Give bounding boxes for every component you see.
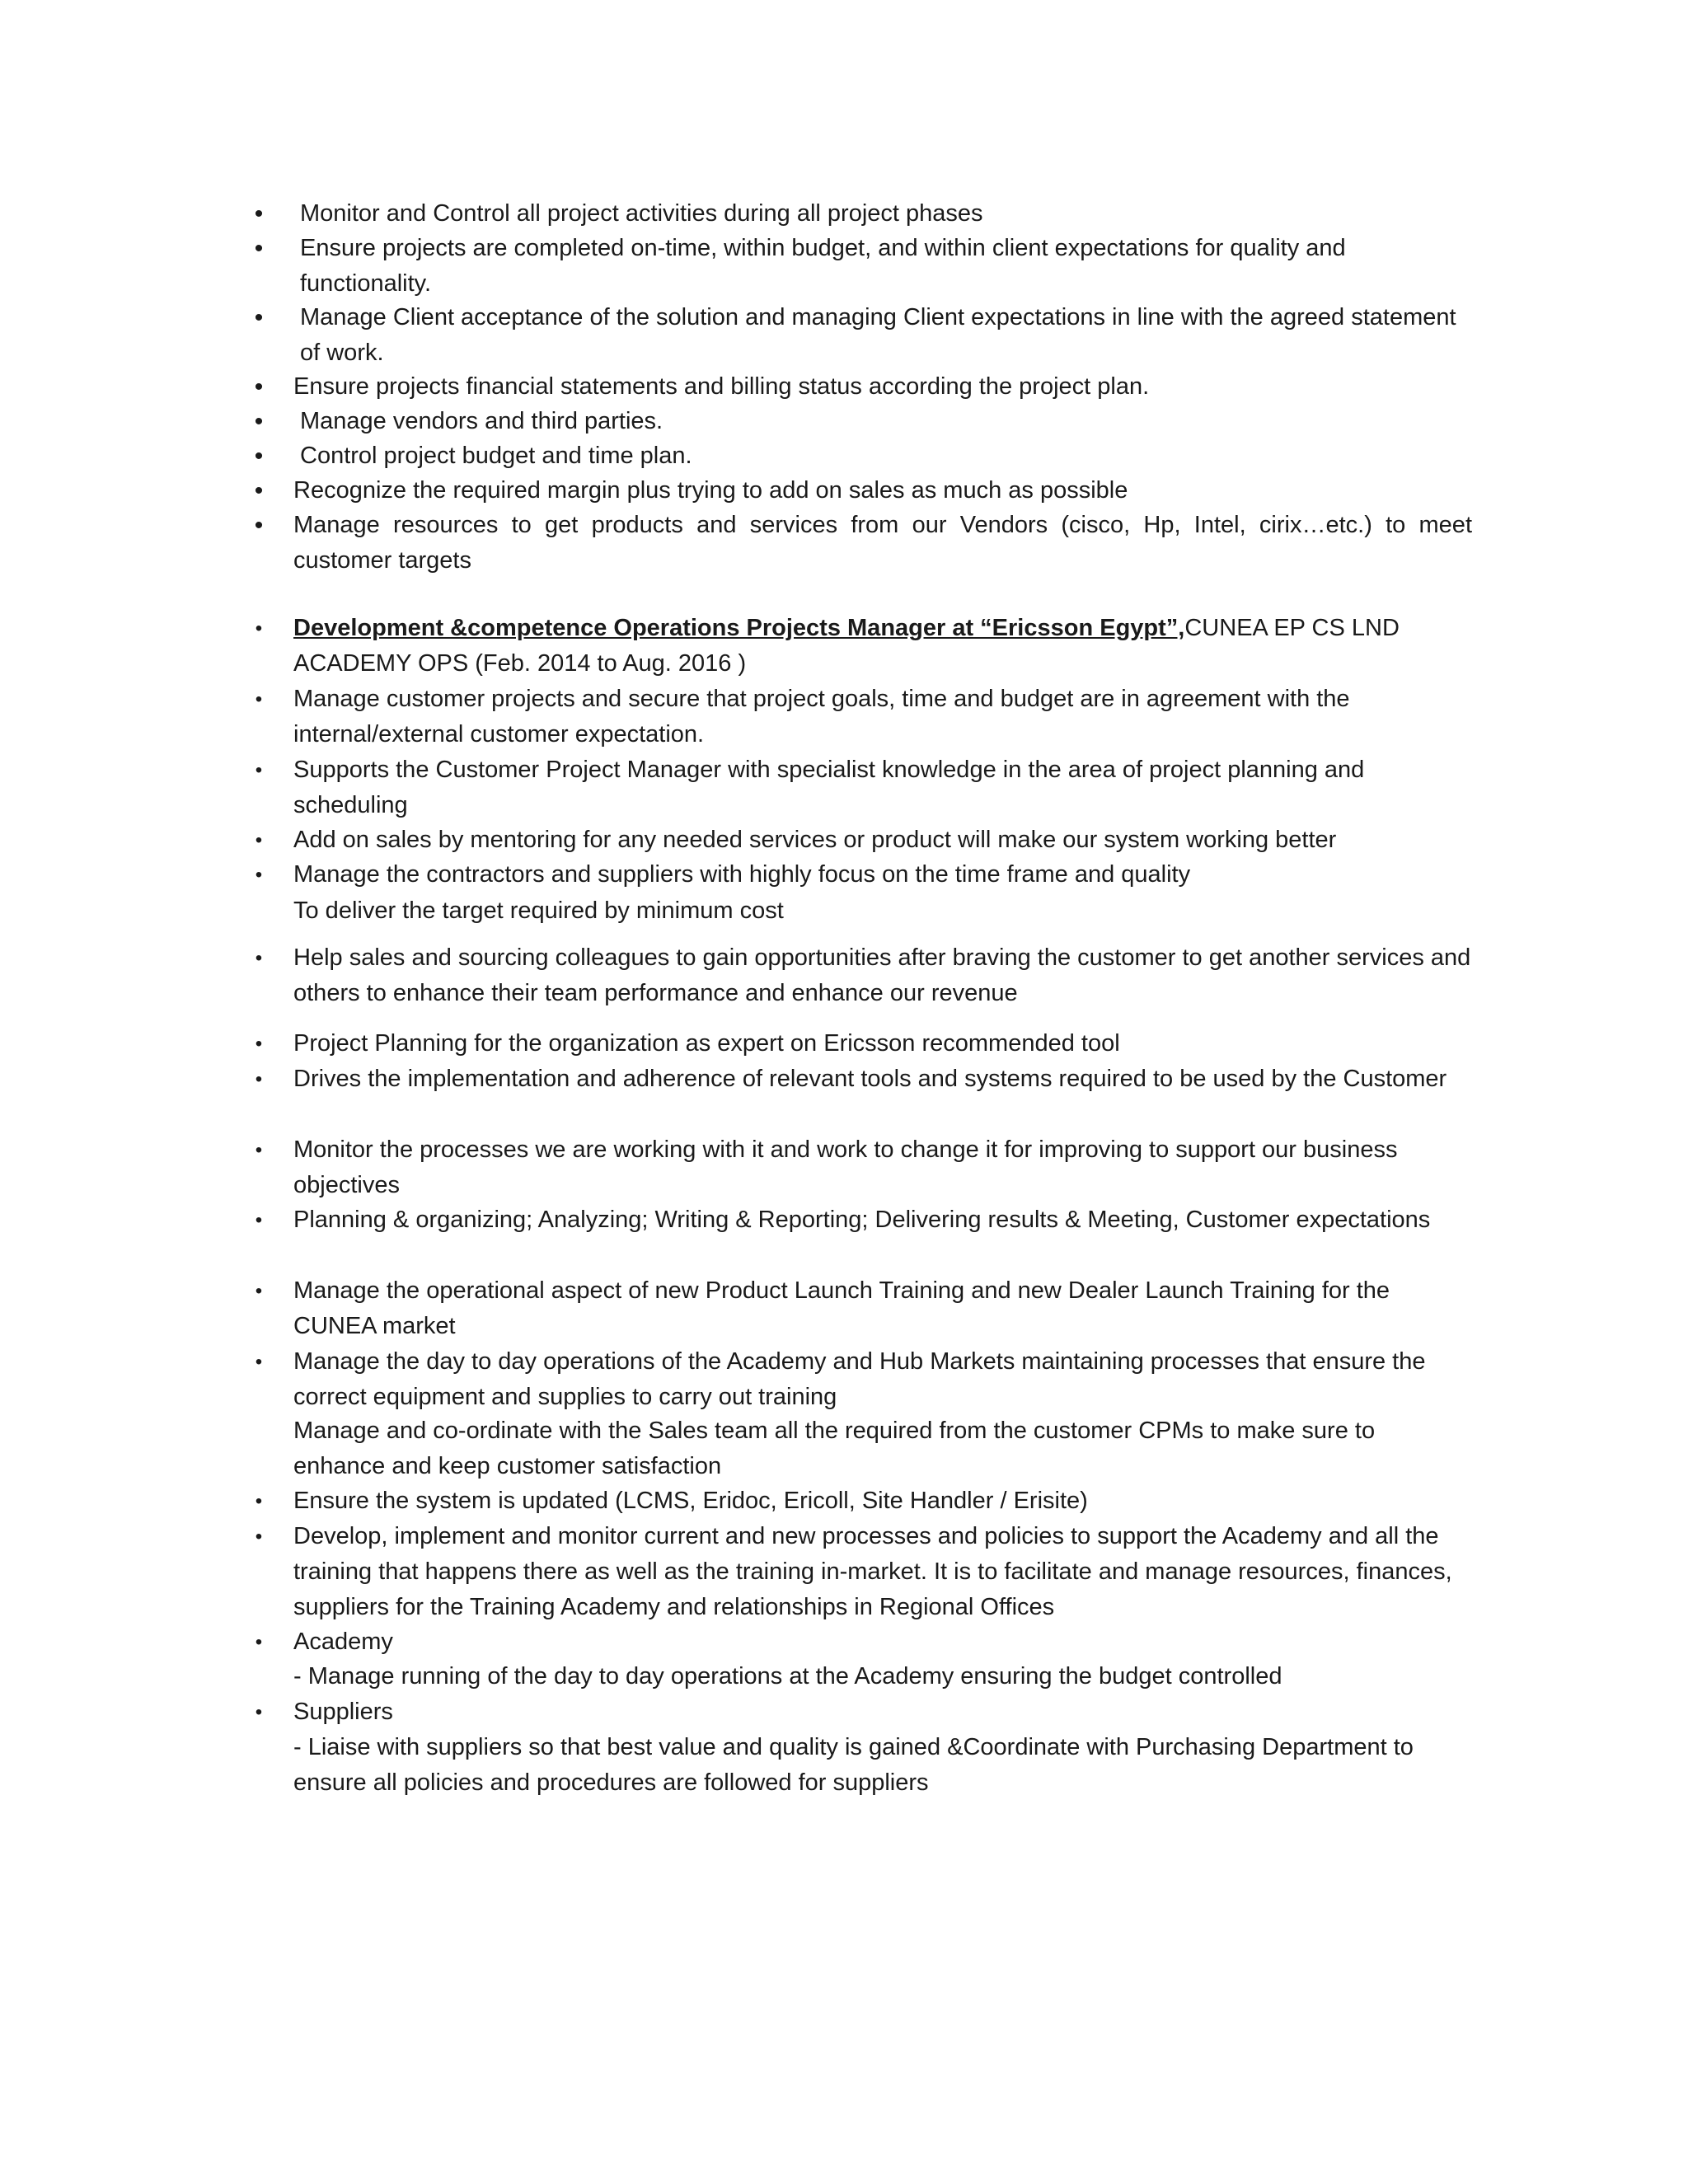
list-item-continuation: - Liaise with suppliers so that best value and quality is gained &Coordinate with Purchasing Department to ensure all policies and procedures are followed for suppliers <box>293 1734 1414 1796</box>
list-item-text: Help sales and sourcing colleagues to gain opportunities after braving the customer to get another services and others to enhance their team performance and enhance our revenue <box>293 944 1471 1006</box>
list-item-text: Add on sales by mentoring for any needed services or product will make our system working better <box>293 827 1337 853</box>
bullet-icon: • <box>255 688 263 710</box>
bullet-icon: • <box>254 235 264 262</box>
bullet-icon: • <box>255 1701 263 1723</box>
bullet-icon: • <box>255 1033 263 1055</box>
bullet-icon: • <box>255 947 263 969</box>
list-item-text: Project Planning for the organization as expert on Ericsson recommended tool <box>293 1030 1120 1057</box>
bullet-icon: • <box>254 200 264 227</box>
list-item-text: Ensure projects financial statements and billing status according the project plan. <box>293 373 1150 400</box>
bullet-icon: • <box>255 1139 263 1161</box>
list-item-text: Academy <box>293 1629 393 1655</box>
bullet-icon: • <box>254 443 264 470</box>
bullet-icon: • <box>255 759 263 781</box>
list-item-text: Supports the Customer Project Manager with specialist knowledge in the area of project planning and scheduling <box>293 757 1365 818</box>
bullet-icon: • <box>255 617 263 640</box>
list-item-continuation: - Manage running of the day to day operations at the Academy ensuring the budget controlled <box>293 1663 1282 1690</box>
list-item-text: Manage the day to day operations of the Academy and Hub Markets maintaining processes that ensure the correct equipment and supplies to carry out training <box>293 1348 1426 1410</box>
list-item-text: Manage vendors and third parties. <box>300 408 663 434</box>
job-heading-suffix: CUNEA EP CS LND ACADEMY OPS (Feb. 2014 to Aug. 2016 ) <box>293 615 1400 677</box>
list-item-text: Control project budget and time plan. <box>300 443 692 469</box>
list-item-text: Monitor the processes we are working with it and work to change it for improving to support our business objectives <box>293 1137 1398 1198</box>
bullet-icon: • <box>255 1490 263 1512</box>
list-item-text: Manage customer projects and secure that project goals, time and budget are in agreement with the internal/external customer expectation. <box>293 686 1350 748</box>
job-title: Development &competence Operations Projects Manager at “Ericsson Egypt”, <box>293 615 1185 641</box>
list-item-text: Manage Client acceptance of the solution and managing Client expectations in line with the agreed statement of work. <box>300 304 1456 366</box>
list-item-text: Ensure the system is updated (LCMS, Eridoc, Ericoll, Site Handler / Erisite) <box>293 1488 1088 1514</box>
bullet-icon: • <box>255 1280 263 1302</box>
bullet-icon: • <box>255 829 263 851</box>
bullet-icon: • <box>254 477 264 504</box>
list-item-text: Ensure projects are completed on-time, within budget, and within client expectations for quality and functionality. <box>300 235 1346 297</box>
bullet-icon: • <box>255 864 263 886</box>
list-item-text: Recognize the required margin plus trying to add on sales as much as possible <box>293 477 1128 504</box>
bullet-icon: • <box>255 1526 263 1548</box>
bullet-icon: • <box>255 1209 263 1231</box>
list-item-text: Manage resources to get products and services from our Vendors (cisco, Hp, Intel, cirix…etc.) to meet customer targets <box>293 512 1472 574</box>
list-item-text: Planning & organizing; Analyzing; Writing & Reporting; Delivering results & Meeting, Customer expectations <box>293 1207 1431 1233</box>
bullet-icon: • <box>254 408 264 435</box>
list-item-text: Suppliers <box>293 1699 393 1725</box>
list-item-text: Monitor and Control all project activities during all project phases <box>300 200 983 227</box>
list-item-text: Drives the implementation and adherence of relevant tools and systems required to be used by the Customer <box>293 1066 1447 1092</box>
list-item-text: Develop, implement and monitor current and new processes and policies to support the Academy and all the training that happens there as well as the training in-market. It is to facilitate and manage resources, finances, suppliers for the Training Academy and relationships in Regional Offices <box>293 1523 1452 1620</box>
bullet-icon: • <box>255 1068 263 1090</box>
list-item-continuation: Manage and co-ordinate with the Sales team all the required from the customer CPMs to make sure to enhance and keep customer satisfaction <box>293 1418 1376 1479</box>
job-heading <box>293 611 1472 682</box>
bullet-icon: • <box>254 512 264 539</box>
bullet-icon: • <box>255 1351 263 1373</box>
list-item-text: Manage the contractors and suppliers with highly focus on the time frame and quality <box>293 861 1191 888</box>
list-item-text: Manage the operational aspect of new Product Launch Training and new Dealer Launch Training for the CUNEA market <box>293 1277 1390 1339</box>
bullet-icon: • <box>254 373 264 401</box>
list-item-continuation: To deliver the target required by minimum cost <box>293 898 784 924</box>
bullet-icon: • <box>254 304 264 331</box>
bullet-icon: • <box>255 1631 263 1653</box>
